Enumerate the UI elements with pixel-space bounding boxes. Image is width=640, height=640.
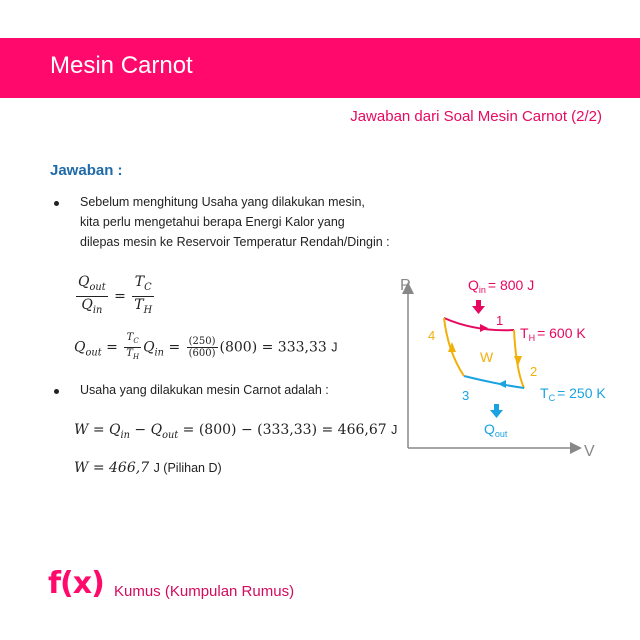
bullet-1-line-3: dilepas mesin ke Reservoir Temperatur Rendah/Dingin : xyxy=(80,235,390,249)
bullet-1-line-1: Sebelum menghitung Usaha yang dilakukan mesin, xyxy=(80,195,365,209)
arrow-hot-icon xyxy=(480,324,488,332)
step-3-label: 3 xyxy=(462,388,470,403)
header-bar xyxy=(0,38,640,98)
isotherm-cold xyxy=(464,376,524,388)
qin-label: $Q_{in} = 800$ J xyxy=(468,277,535,295)
step-1-label: 1 xyxy=(496,313,504,328)
equation-work: $W = Q_{in} - Q_{out} = (800) - (333,33) = 466,67$ J xyxy=(74,422,398,441)
th-label: $T_H = 600$ K xyxy=(520,325,586,343)
bullet-1-text xyxy=(80,192,390,252)
equation-qout: $Q_{out}$ = $\frac{T_C}{T_H}$ $Q_{in}$ = $\frac{(250)}{(600)}$ (800) = 333,33 J xyxy=(74,332,338,361)
subtitle: Jawaban dari Soal Mesin Carnot (2/2) xyxy=(350,108,602,125)
bullet-1-line-2: kita perlu mengetahui berapa Energi Kalor yang xyxy=(80,215,345,229)
answer-heading: Jawaban : xyxy=(50,162,123,179)
page-title: Mesin Carnot xyxy=(50,52,193,79)
footer-brand: Kumus (Kumpulan Rumus) xyxy=(114,583,295,600)
work-label: W xyxy=(480,349,494,365)
qin-arrow-icon xyxy=(476,300,481,306)
bullet-dot xyxy=(54,201,59,206)
arrow-cold-icon xyxy=(498,380,506,388)
qout-label: $Q_{out}$ xyxy=(484,421,508,439)
carnot-pv-diagram xyxy=(396,272,616,462)
bullet-2-text: Usaha yang dilakukan mesin Carnot adalah : xyxy=(80,383,329,397)
kumus-logo: f(x) xyxy=(48,566,104,601)
v-axis-label: V xyxy=(584,443,595,460)
equation-ratio: $\frac{Q_{out}}{Q_{in}}$ = $\frac{T_C}{T_H}$ xyxy=(78,274,153,316)
equation-work-result: W = 466,7 J (Pilihan D) xyxy=(74,460,222,476)
isotherm-hot xyxy=(444,318,514,330)
step-4-label: 4 xyxy=(428,328,436,343)
p-axis-label: P xyxy=(400,277,411,294)
bullet-dot xyxy=(54,389,59,394)
step-2-label: 2 xyxy=(530,364,538,379)
arrow-down-icon xyxy=(514,356,522,366)
tc-label: $T_C = 250$ K xyxy=(540,385,606,403)
qout-arrow-icon xyxy=(494,404,499,410)
